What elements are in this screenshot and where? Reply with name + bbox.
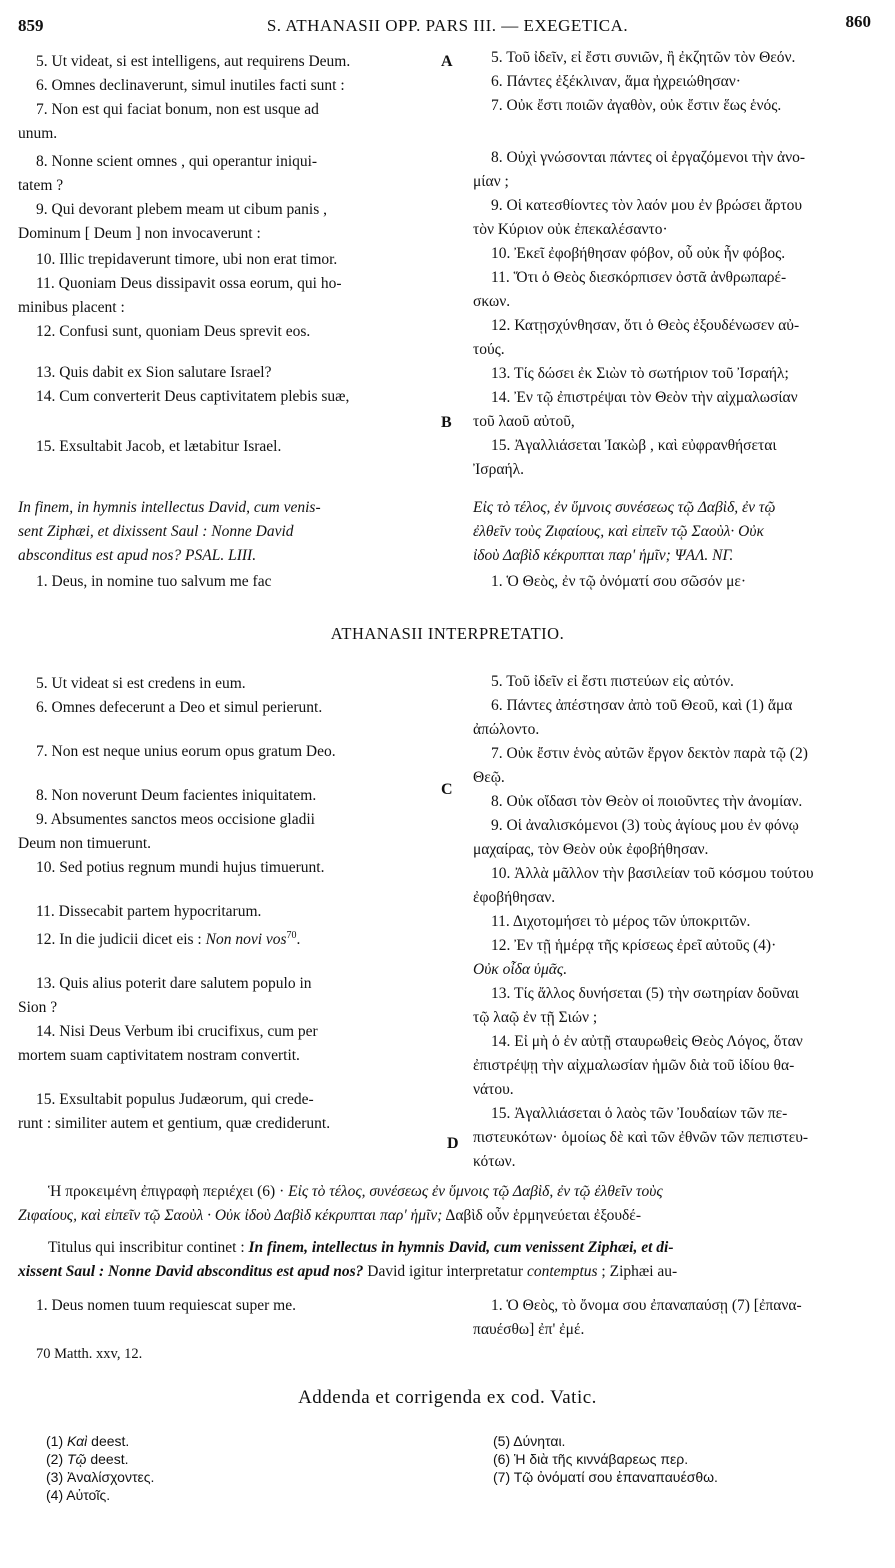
psalm-latin-line: 14. Cum converterit Deus captivitatem plebis suæ, [36, 388, 350, 405]
psalm-greek-line: τοῦ λαοῦ αὐτοῦ, [473, 413, 575, 430]
interp-latin-line: 7. Non est neque unius eorum opus gratum Deo. [36, 743, 336, 760]
interp-greek-line: ἐπιστρέψῃ τὴν αἰχμαλωσίαν ἡμῶν διὰ τοῦ ἰδίου θα- [473, 1057, 795, 1074]
interp-greek-line: 13. Τίς ἄλλος δυνήσεται (5) τὴν σωτηρίαν δοῦναι [491, 985, 799, 1002]
psalm-latin-line: 15. Exsultabit Jacob, et lætabitur Israel. [36, 438, 282, 455]
addenda-item: (5) Δύνηται. [493, 1433, 566, 1449]
footnote [18, 1342, 434, 1366]
verse1-greek [473, 570, 881, 594]
interp-latin-12-quote: Non novi vos [205, 931, 287, 949]
interp-greek-line: 7. Οὐκ ἔστιν ἑνὸς αὐτῶν ἔργον δεκτὸν παρὰ τῷ (2) [491, 745, 808, 762]
page-header [0, 14, 895, 42]
title-greek-line: Εἰς τὸ τέλος, ἐν ὕμνοις συνέσεως τῷ Δαβὶδ, ἐν τῷ [473, 499, 776, 516]
full-latin-quote: In finem, intellectus in hymnis David, cum venissent Ziphæi, et di- [248, 1239, 674, 1256]
final-greek-line: παυέσθω] ἐπ' ἐμέ. [473, 1321, 585, 1338]
full-greek-text: Ἡ προκειμένη ἐπιγραφὴ περιέχει (6) · [48, 1183, 289, 1200]
interp-greek-line: νάτου. [473, 1081, 514, 1098]
psalm-latin-line: 7. Non est qui faciat bonum, non est usque ad [36, 101, 319, 118]
full-width-latin [18, 1236, 878, 1284]
psalm-latin-line: 5. Ut videat, si est intelligens, aut requirens Deum. [36, 53, 351, 70]
interp-latin-line: 5. Ut videat si est credens in eum. [36, 675, 246, 692]
psalm-greek-line: 11. Ὅτι ὁ Θεὸς διεσκόρπισεν ὀστᾶ ἀνθρωπαρέ- [491, 269, 787, 286]
addenda-right [493, 1432, 718, 1486]
psalm-latin-line: unum. [18, 125, 58, 142]
full-latin-mid: David igitur interpretatur [363, 1263, 527, 1280]
psalm-greek-line: 9. Οἱ κατεσθίοντες τὸν λαόν μου ἐν βρώσει ἄρτου [491, 197, 803, 214]
full-greek-quote-cont: Ζιφαίους, καὶ εἰπεῖν τῷ Σαοὺλ · Οὐκ ἰδοὺ Δαβὶδ κέκρυπται παρ' ἡμῖν; [18, 1207, 443, 1224]
final-greek-line: 1. Ὁ Θεὸς, τὸ ὄνομα σου ἐπαναπαύσῃ (7) [ἐπανα- [491, 1297, 802, 1314]
psalm-greek-line: 7. Οὐκ ἔστι ποιῶν ἀγαθὸν, οὐκ ἔστιν ἕως ἑνός. [491, 97, 782, 114]
interp-latin-line: Sion ? [18, 999, 58, 1017]
interp-greek-line: Οὐκ οἶδα ὑμᾶς. [473, 961, 568, 978]
addenda-rest: deest. [87, 1433, 130, 1449]
full-latin-end: ; Ziphæi au- [597, 1263, 678, 1280]
psalm-latin-line: 9. Qui devorant plebem meam ut cibum panis , [36, 201, 327, 218]
final-greek [473, 1294, 881, 1342]
psalm-greek-line: 15. Ἀγαλλιάσεται Ἰακὼβ , καὶ εὐφρανθήσεται [491, 437, 777, 454]
psalm-latin-line: 10. Illic trepidaverunt timore, ubi non erat timor. [36, 251, 338, 268]
interp-greek-line: 5. Τοῦ ἰδεῖν εἰ ἔστι πιστεύων εἰς αὐτόν. [491, 673, 734, 690]
final-latin-line: 1. Deus nomen tuum requiescat super me. [36, 1297, 296, 1314]
interp-latin-column [18, 672, 434, 1136]
interp-latin-12-end: . [296, 931, 301, 949]
section-heading: ATHANASII INTERPRETATIO. [330, 624, 565, 643]
addenda-word: Ἀναλίσχοντες. [67, 1469, 155, 1485]
interp-greek-line: ἐφοβήθησαν. [473, 889, 556, 906]
interp-greek-line: 6. Πάντες ἀπέστησαν ἀπὸ τοῦ Θεοῦ, καὶ (1) ἅμα [491, 697, 793, 714]
interp-latin-line: 10. Sed potius regnum mundi hujus timuerunt. [36, 859, 325, 876]
interp-latin-line: 9. Absumentes sanctos meos occisione gladii [36, 811, 315, 828]
interp-greek-line: 12. Ἐν τῇ ἡμέρᾳ τῆς κρίσεως ἐρεῖ αὐτοῦς (4)· [491, 937, 777, 954]
addenda-item [46, 1486, 154, 1504]
interp-greek-line: 11. Διχοτομήσει τὸ μέρος τῶν ὑποκριτῶν. [491, 913, 751, 930]
psalm-latin-line: minibus placent : [18, 299, 125, 316]
interp-latin-line: 14. Nisi Deus Verbum ibi crucifixus, cum per [36, 1023, 318, 1041]
interp-latin-line [18, 924, 434, 952]
psalm-greek-line: τὸν Κύριον οὐκ ἐπεκαλέσαντο· [473, 221, 668, 238]
interp-latin-12-text: 12. In die judicii dicet eis : [36, 931, 202, 949]
interp-greek-line: μαχαίρας, τὸν Θεὸν οὐκ ἐφοβήθησαν. [473, 841, 709, 858]
psalm-greek-line: μίαν ; [473, 173, 509, 190]
verse1-latin [18, 570, 434, 594]
margin-marker-d: D [447, 1135, 459, 1152]
interp-greek-line: 14. Εἰ μὴ ὁ ἐν αὐτῇ σταυρωθεὶς Θεὸς Λόγος, ὅταν [491, 1033, 803, 1050]
interp-greek-line: 8. Οὐκ οἴδασι τὸν Θεὸν οἱ ποιοῦντες τὴν ἀνομίαν. [491, 793, 803, 810]
title-latin-line: In finem, in hymnis intellectus David, cum venis- [18, 499, 321, 516]
psalm-greek-line: 13. Τίς δώσει ἐκ Σιὼν τὸ σωτήριον τοῦ Ἰσραήλ; [491, 365, 789, 382]
page-number-right: 860 [845, 12, 871, 31]
psalm-latin-line: 12. Confusi sunt, quoniam Deus sprevit eos. [36, 323, 311, 340]
title-greek-line: ἰδοὺ Δαβὶδ κέκρυπται παρ' ἡμῖν; ΨΑΛ. ΝΓ. [473, 547, 734, 564]
full-latin-line [18, 1236, 878, 1260]
interp-greek-line: κότων. [473, 1153, 516, 1170]
verse1-greek-line: 1. Ὁ Θεὸς, ἐν τῷ ὀνόματί σου σῶσόν με· [491, 573, 747, 590]
psalm-greek-line: 5. Τοῦ ἰδεῖν, εἰ ἔστι συνιῶν, ἢ ἐκζητῶν τὸν Θεόν. [491, 49, 796, 66]
full-latin-contemptus: contemptus [526, 1263, 598, 1280]
addenda-num: (3) [46, 1469, 67, 1485]
interp-latin-line: 13. Quis alius poterit dare salutem populo in [36, 975, 312, 993]
full-greek-end: Δαβὶδ οὖν ἑρμηνεύεται ἐξουδέ- [442, 1207, 641, 1224]
margin-marker-b: B [441, 414, 452, 431]
full-latin-quote-cont: xissent Saul : Nonne David absconditus est apud nos? [18, 1263, 364, 1280]
title-latin-line: absconditus est apud nos? PSAL. LIII. [18, 547, 257, 564]
interp-greek-line: 15. Ἀγαλλιάσεται ὁ λαὸς τῶν Ἰουδαίων τῶν πε- [491, 1105, 788, 1122]
interp-latin-line: mortem suam captivitatem nostram convertit. [18, 1047, 300, 1065]
psalm-greek-line: 8. Οὐχὶ γνώσονται πάντες οἱ ἐργαζόμενοι τὴν ἀνο- [491, 149, 806, 166]
psalm-title-greek [473, 496, 881, 568]
interp-latin-line: Deum non timuerunt. [18, 835, 152, 852]
addenda-heading: Addenda et corrigenda ex cod. Vatic. [298, 1387, 597, 1408]
addenda-item [46, 1450, 154, 1468]
interp-greek-line: 10. Ἀλλὰ μᾶλλον τὴν βασιλείαν τοῦ κόσμου τούτου [491, 865, 814, 882]
interp-latin-line: runt : similiter autem et gentium, quæ crediderunt. [18, 1115, 331, 1133]
interp-latin-line: 15. Exsultabit populus Judæorum, qui crede- [36, 1091, 314, 1109]
psalm-greek-line: τούς. [473, 341, 505, 358]
addenda-num: (4) [46, 1487, 67, 1503]
interp-greek-line: 9. Οἱ ἀναλισκόμενοι (3) τοὺς ἁγίους μου ἐν φόνῳ [491, 817, 799, 834]
title-greek-line: ἐλθεῖν τοὺς Ζιφαίους, καὶ εἰπεῖν τῷ Σαοὺλ· Οὐκ [473, 523, 764, 540]
title-latin-line: sent Ziphæi, et dixissent Saul : Nonne David [18, 523, 294, 540]
psalm-latin-line: 6. Omnes declinaverunt, simul inutiles facti sunt : [36, 77, 345, 94]
final-latin [18, 1294, 434, 1318]
interp-latin-line: 8. Non noverunt Deum facientes iniquitatem. [36, 787, 317, 804]
addenda-item: (7) Τῷ ὀνόματί σου ἐπαναπαυέσθω. [493, 1469, 718, 1485]
running-title: S. ATHANASII OPP. PARS III. — EXEGETICA. [266, 16, 629, 35]
addenda-num: (1) [46, 1433, 67, 1449]
psalm-greek-line: 12. Κατῃσχύνθησαν, ὅτι ὁ Θεὸς ἐξουδένωσεν αὐ- [491, 317, 800, 334]
margin-marker-a: A [441, 53, 453, 70]
addenda-item: (6) Ἡ διὰ τῆς κιννάβαρεως περ. [493, 1451, 689, 1467]
interp-latin-line: 6. Omnes defecerunt a Deo et simul perierunt. [36, 699, 323, 716]
full-width-greek [18, 1180, 878, 1228]
psalm-greek-line: Ἰσραήλ. [473, 461, 524, 478]
psalm-latin-line: 11. Quoniam Deus dissipavit ossa eorum, qui ho- [36, 275, 342, 292]
addenda-item [46, 1468, 154, 1486]
addenda-word: Τῷ [67, 1451, 87, 1467]
interp-greek-column [473, 670, 881, 1174]
interp-greek-line: ἀπώλοντο. [473, 721, 540, 738]
footnote-line: 70 Matth. xxv, 12. [36, 1346, 143, 1362]
margin-marker-c: C [441, 781, 453, 798]
psalm-latin-line: 13. Quis dabit ex Sion salutare Israel? [36, 364, 272, 381]
interp-latin-line: 11. Dissecabit partem hypocritarum. [36, 903, 262, 920]
addenda-word: Αὐτοῖς. [66, 1487, 111, 1503]
psalm-greek-line: 14. Ἐν τῷ ἐπιστρέψαι τὸν Θεὸν τὴν αἰχμαλωσίαν [491, 389, 798, 406]
footnote-ref: 70 [286, 930, 297, 941]
addenda-left [46, 1432, 154, 1504]
psalm-greek-line: 6. Πάντες ἐξέκλιναν, ἅμα ἠχρειώθησαν· [491, 73, 741, 90]
psalm-greek-column [473, 46, 881, 482]
psalm-greek-line: 10. Ἐκεῖ ἐφοβήθησαν φόβον, οὗ οὐκ ἦν φόβος. [491, 245, 786, 262]
psalm-greek-line: σκων. [473, 293, 511, 310]
addenda-rest: deest. [86, 1451, 129, 1467]
psalm-latin-line: Dominum [ Deum ] non invocaverunt : [18, 225, 261, 242]
full-latin-line [18, 1260, 878, 1284]
addenda-item [46, 1432, 154, 1450]
full-greek-quote: Εἰς τὸ τέλος, συνέσεως ἐν ὕμνοις τῷ Δαβὶδ, ἐν τῷ ἐλθεῖν τοὺς [288, 1183, 663, 1200]
addenda-word: Καὶ [67, 1433, 88, 1449]
verse1-latin-line: 1. Deus, in nomine tuo salvum me fac [36, 573, 272, 590]
full-latin-text: Titulus qui inscribitur continet : [48, 1239, 249, 1256]
psalm-latin-line: 8. Nonne scient omnes , qui operantur iniqui- [36, 153, 318, 170]
psalm-latin-line: tatem ? [18, 177, 64, 194]
page-number-left: 859 [18, 16, 44, 35]
interp-greek-line: πιστευκότων· ὁμοίως δὲ καὶ τῶν ἐθνῶν τῶν πεπιστευ- [473, 1129, 809, 1146]
interp-greek-line: τῷ λαῷ ἐν τῇ Σιών ; [473, 1009, 598, 1026]
psalm-latin-column [18, 50, 434, 459]
psalm-title-latin [18, 496, 434, 568]
interp-greek-line: Θεῷ. [473, 769, 505, 786]
full-greek-line [18, 1204, 878, 1228]
full-greek-line [18, 1180, 878, 1204]
addenda-num: (2) [46, 1451, 67, 1467]
